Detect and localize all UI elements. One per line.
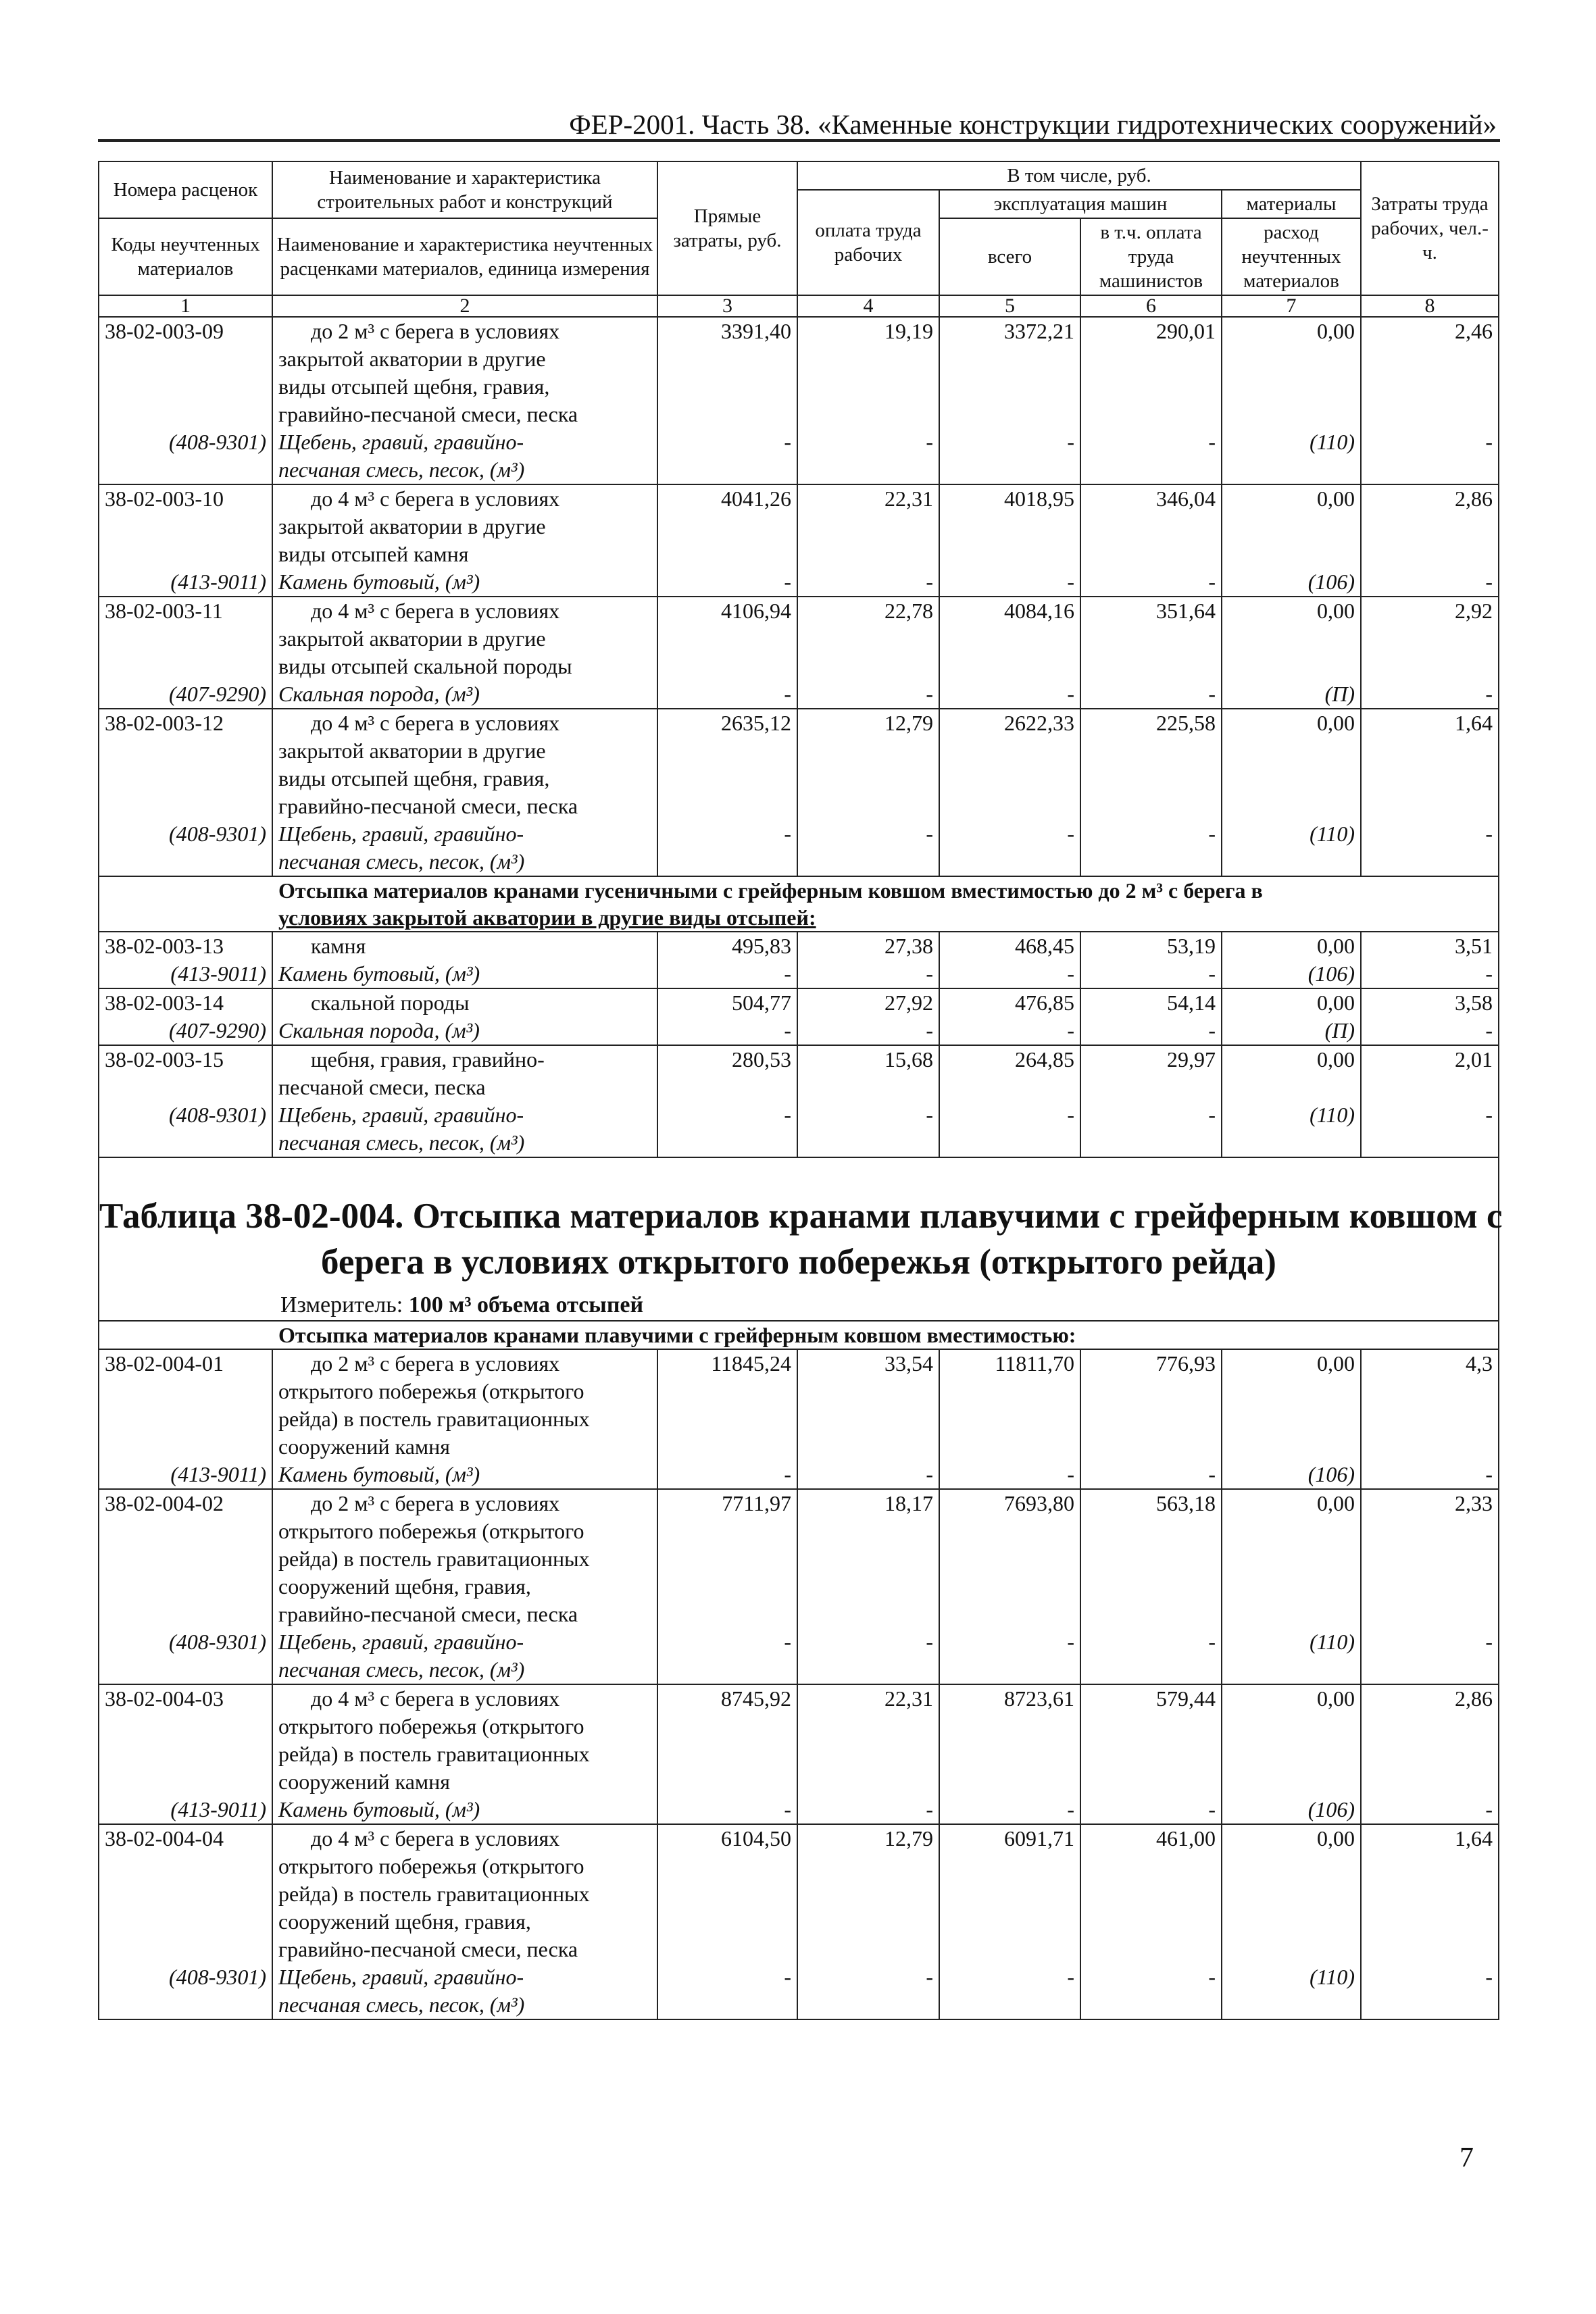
material-value: - — [939, 960, 1080, 988]
group-heading-line: Отсыпка материалов кранами плавучими с грейферным ковшом вместимостью: — [278, 1323, 1076, 1347]
rates-table — [98, 161, 1503, 2020]
material-value: - — [1080, 428, 1222, 484]
rate-description-line: открытого побережья (открытого — [278, 1379, 584, 1403]
rate-value: 0,00 — [1222, 932, 1361, 960]
material-value: - — [657, 1628, 797, 1684]
material-value: - — [1080, 1461, 1222, 1489]
material-row — [99, 680, 1499, 709]
rate-value: 2,33 — [1361, 1489, 1499, 1628]
rate-value: 290,01 — [1080, 317, 1222, 428]
table-title — [99, 1193, 1503, 1285]
material-code: (413-9011) — [99, 1461, 272, 1489]
rate-description-line: гравийно-песчаной смеси, песка — [278, 794, 578, 818]
group-heading-line: Отсыпка материалов кранами гусеничными с грейферным ковшом вместимостью до 2 м³ с берега в — [278, 878, 1263, 903]
rate-value: 0,00 — [1222, 597, 1361, 680]
rate-value: 264,85 — [939, 1045, 1080, 1101]
material-row — [99, 1461, 1499, 1489]
rate-value: 1,64 — [1361, 709, 1499, 820]
material-value: - — [657, 1461, 797, 1489]
rate-description-line: до 4 м³ с берега в условиях — [311, 1826, 560, 1851]
material-value: - — [657, 960, 797, 988]
material-row — [99, 1963, 1499, 2019]
material-description-line: Скальная порода, (м³) — [278, 682, 480, 706]
material-value: - — [1080, 960, 1222, 988]
rate-code: 38-02-003-15 — [99, 1045, 272, 1101]
rate-value: 11811,70 — [939, 1349, 1080, 1461]
group-heading — [99, 876, 1499, 932]
material-code: (413-9011) — [99, 568, 272, 597]
material-value: - — [657, 1101, 797, 1157]
material-value: - — [1361, 960, 1499, 988]
rate-description-line: гравийно-песчаной смеси, песка — [278, 402, 578, 426]
rate-description-line: камня — [311, 934, 366, 958]
rate-value: 7693,80 — [939, 1489, 1080, 1628]
rate-description — [272, 988, 657, 1017]
material-description-line: Щебень, гравий, гравийно- — [278, 1965, 524, 1989]
rate-row — [99, 317, 1499, 428]
material-row — [99, 960, 1499, 988]
rate-value: 495,83 — [657, 932, 797, 960]
rate-description — [272, 1349, 657, 1461]
column-number: 4 — [797, 295, 939, 317]
rate-value: 22,31 — [797, 484, 939, 568]
material-value: - — [657, 428, 797, 484]
rate-description-line: до 2 м³ с берега в условиях — [311, 319, 560, 343]
rate-description-line: до 4 м³ с берега в условиях — [311, 1686, 560, 1711]
rate-description-line: до 2 м³ с берега в условиях — [311, 1351, 560, 1376]
column-number: 5 — [939, 295, 1080, 317]
material-value: - — [1361, 1461, 1499, 1489]
rate-value: 6091,71 — [939, 1824, 1080, 1963]
material-description — [272, 428, 657, 484]
material-row — [99, 1101, 1499, 1157]
rate-description — [272, 597, 657, 680]
material-description-line: Скальная порода, (м³) — [278, 1018, 480, 1042]
rate-value: 19,19 — [797, 317, 939, 428]
material-description — [272, 680, 657, 709]
material-value: - — [657, 568, 797, 597]
rate-value: 12,79 — [797, 1824, 939, 1963]
material-description-line: Камень бутовый, (м³) — [278, 570, 480, 594]
rate-value: 0,00 — [1222, 988, 1361, 1017]
rate-value: 4106,94 — [657, 597, 797, 680]
col-header-including: В том числе, руб. — [797, 161, 1361, 190]
col-header-material-codes: Коды неучтенных материалов — [99, 218, 272, 295]
material-value: - — [939, 1628, 1080, 1684]
section-rows-c — [99, 1349, 1499, 2019]
material-code: (408-9301) — [99, 1101, 272, 1157]
rate-value: 476,85 — [939, 988, 1080, 1017]
rate-value: 54,14 — [1080, 988, 1222, 1017]
material-code: (407-9290) — [99, 680, 272, 709]
material-value: - — [797, 820, 939, 876]
rate-value: 0,00 — [1222, 1684, 1361, 1796]
rate-code: 38-02-003-11 — [99, 597, 272, 680]
material-value: - — [657, 1796, 797, 1824]
rate-value: 280,53 — [657, 1045, 797, 1101]
rate-value: 18,17 — [797, 1489, 939, 1628]
rate-value: 27,92 — [797, 988, 939, 1017]
rate-value: 7711,97 — [657, 1489, 797, 1628]
material-value: - — [1361, 820, 1499, 876]
group-heading — [99, 1321, 1499, 1349]
rate-description — [272, 1684, 657, 1796]
rate-row — [99, 1349, 1499, 1461]
rate-description-line: открытого побережья (открытого — [278, 1519, 584, 1543]
material-value: - — [939, 1017, 1080, 1045]
rate-code: 38-02-003-12 — [99, 709, 272, 820]
material-value: - — [1080, 568, 1222, 597]
column-number: 8 — [1361, 295, 1499, 317]
rate-value: 346,04 — [1080, 484, 1222, 568]
material-value: - — [939, 820, 1080, 876]
material-value: - — [1080, 1017, 1222, 1045]
material-code: (408-9301) — [99, 428, 272, 484]
col-header-code: Номера расценок — [99, 161, 272, 218]
rate-description-line: рейда) в постель гравитационных — [278, 1882, 590, 1906]
table-title-line: берега в условиях открытого побережья (открытого рейда) — [321, 1242, 1276, 1282]
rate-value: 0,00 — [1222, 709, 1361, 820]
column-number: 1 — [99, 295, 272, 317]
material-description — [272, 1461, 657, 1489]
material-value: - — [797, 1963, 939, 2019]
material-description — [272, 1628, 657, 1684]
material-value: (110) — [1222, 428, 1361, 484]
table2-title-cell — [99, 1157, 1503, 1321]
rate-description-line: песчаной смеси, песка — [278, 1075, 486, 1099]
material-description — [272, 1963, 657, 2019]
rate-value: 2635,12 — [657, 709, 797, 820]
rate-value: 3372,21 — [939, 317, 1080, 428]
rate-value: 3391,40 — [657, 317, 797, 428]
material-description-line: песчаная смесь, песок, (м³) — [278, 1657, 525, 1682]
material-value: - — [657, 680, 797, 709]
rate-description — [272, 932, 657, 960]
rate-value: 2,92 — [1361, 597, 1499, 680]
material-value: - — [1361, 428, 1499, 484]
rate-code: 38-02-004-01 — [99, 1349, 272, 1461]
rate-description-line: закрытой акватории в другие — [278, 347, 546, 371]
material-value: (106) — [1222, 1461, 1361, 1489]
material-value: - — [1361, 568, 1499, 597]
section-rows-b — [99, 932, 1499, 1157]
material-description-line: Щебень, гравий, гравийно- — [278, 1103, 524, 1127]
material-row — [99, 1628, 1499, 1684]
column-number: 7 — [1222, 295, 1361, 317]
rate-description-line: сооружений камня — [278, 1769, 450, 1794]
rate-row — [99, 988, 1499, 1017]
col-header-material-use: расход неучтенных материалов — [1222, 218, 1361, 295]
rate-description — [272, 1045, 657, 1101]
rate-value: 2,86 — [1361, 484, 1499, 568]
group-heading-a — [99, 876, 1499, 932]
material-value: - — [1361, 1628, 1499, 1684]
material-description — [272, 1017, 657, 1045]
material-value: - — [797, 568, 939, 597]
material-description-line: Щебень, гравий, гравийно- — [278, 430, 524, 454]
rate-description-line: рейда) в постель гравитационных — [278, 1407, 590, 1431]
rate-description — [272, 1489, 657, 1628]
material-value: (П) — [1222, 1017, 1361, 1045]
rate-row — [99, 484, 1499, 568]
rate-value: 12,79 — [797, 709, 939, 820]
material-description-line: песчаная смесь, песок, (м³) — [278, 1130, 525, 1155]
material-value: - — [1080, 1796, 1222, 1824]
material-description-line: Щебень, гравий, гравийно- — [278, 822, 524, 846]
material-value: - — [939, 1796, 1080, 1824]
material-value: - — [797, 1628, 939, 1684]
table-title-line: Таблица 38-02-004. Отсыпка материалов кранами плавучими с грейферным ковшом с — [99, 1197, 1503, 1236]
rate-code: 38-02-004-02 — [99, 1489, 272, 1628]
rate-description-line: до 2 м³ с берега в условиях — [311, 1491, 560, 1515]
rate-value: 4084,16 — [939, 597, 1080, 680]
rate-description-line: виды отсыпей скальной породы — [278, 654, 572, 678]
material-value: - — [797, 1796, 939, 1824]
rate-code: 38-02-003-14 — [99, 988, 272, 1017]
column-number-row — [99, 295, 1499, 317]
material-row — [99, 428, 1499, 484]
rate-description — [272, 1824, 657, 1963]
rate-description-line: щебня, гравия, гравийно- — [311, 1047, 545, 1072]
material-value: (П) — [1222, 680, 1361, 709]
material-code: (407-9290) — [99, 1017, 272, 1045]
material-description-line: песчаная смесь, песок, (м³) — [278, 849, 525, 874]
table2-heading — [99, 1157, 1503, 1349]
material-value: - — [1361, 1017, 1499, 1045]
rate-description — [272, 317, 657, 428]
rate-value: 2,01 — [1361, 1045, 1499, 1101]
rate-description-line: до 4 м³ с берега в условиях — [311, 711, 560, 735]
material-description-line: Камень бутовый, (м³) — [278, 961, 480, 986]
rate-description-line: рейда) в постель гравитационных — [278, 1742, 590, 1766]
material-value: (110) — [1222, 1101, 1361, 1157]
column-number: 3 — [657, 295, 797, 317]
rate-description — [272, 484, 657, 568]
rate-value: 776,93 — [1080, 1349, 1222, 1461]
rate-value: 0,00 — [1222, 1824, 1361, 1963]
rate-value: 0,00 — [1222, 1489, 1361, 1628]
rate-value: 1,64 — [1361, 1824, 1499, 1963]
rate-value: 8745,92 — [657, 1684, 797, 1796]
material-value: - — [797, 428, 939, 484]
rate-value: 579,44 — [1080, 1684, 1222, 1796]
material-value: - — [1361, 1101, 1499, 1157]
material-description-line: Камень бутовый, (м³) — [278, 1462, 480, 1486]
material-description-line: песчаная смесь, песок, (м³) — [278, 457, 525, 482]
material-code: (408-9301) — [99, 820, 272, 876]
rate-value: 2,86 — [1361, 1684, 1499, 1796]
material-description — [272, 1796, 657, 1824]
page-number: 7 — [1460, 2142, 1474, 2173]
material-value: - — [1361, 1796, 1499, 1824]
rate-value: 0,00 — [1222, 1045, 1361, 1101]
rate-description-line: сооружений камня — [278, 1434, 450, 1459]
header-rule — [98, 139, 1500, 142]
material-description-line: Щебень, гравий, гравийно- — [278, 1630, 524, 1654]
material-description-line: Камень бутовый, (м³) — [278, 1797, 480, 1821]
material-code: (408-9301) — [99, 1628, 272, 1684]
material-value: (106) — [1222, 568, 1361, 597]
rate-description-line: до 4 м³ с берега в условиях — [311, 486, 560, 511]
rate-value: 33,54 — [797, 1349, 939, 1461]
col-header-machines: эксплуатация машин — [939, 190, 1222, 218]
col-header-machines-total: всего — [939, 218, 1080, 295]
rate-code: 38-02-004-04 — [99, 1824, 272, 1963]
rate-description-line: скальной породы — [311, 990, 470, 1015]
column-number: 2 — [272, 295, 657, 317]
rate-value: 22,31 — [797, 1684, 939, 1796]
rate-value: 0,00 — [1222, 484, 1361, 568]
material-value: (110) — [1222, 820, 1361, 876]
rate-value: 53,19 — [1080, 932, 1222, 960]
material-value: - — [939, 1963, 1080, 2019]
material-value: - — [797, 960, 939, 988]
material-value: - — [797, 1461, 939, 1489]
rate-description-line: рейда) в постель гравитационных — [278, 1546, 590, 1571]
rate-value: 8723,61 — [939, 1684, 1080, 1796]
material-value: (106) — [1222, 1796, 1361, 1824]
rate-description-line: гравийно-песчаной смеси, песка — [278, 1937, 578, 1961]
rate-description-line: закрытой акватории в другие — [278, 738, 546, 763]
material-value: - — [797, 1101, 939, 1157]
rate-value: 461,00 — [1080, 1824, 1222, 1963]
rate-value: 2622,33 — [939, 709, 1080, 820]
rate-description — [272, 709, 657, 820]
rate-value: 4018,95 — [939, 484, 1080, 568]
rate-code: 38-02-003-10 — [99, 484, 272, 568]
material-value: (110) — [1222, 1963, 1361, 2019]
material-value: - — [939, 1101, 1080, 1157]
material-value: (106) — [1222, 960, 1361, 988]
material-value: - — [657, 1017, 797, 1045]
rate-code: 38-02-004-03 — [99, 1684, 272, 1796]
meter-line — [99, 1290, 1498, 1320]
meter-label: Измеритель: — [280, 1292, 403, 1317]
column-number: 6 — [1080, 295, 1222, 317]
rate-value: 2,46 — [1361, 317, 1499, 428]
material-value: - — [1080, 680, 1222, 709]
material-value: - — [939, 1461, 1080, 1489]
material-value: - — [657, 820, 797, 876]
rate-value: 22,78 — [797, 597, 939, 680]
material-row — [99, 820, 1499, 876]
rate-row — [99, 597, 1499, 680]
col-header-operator-wages: в т.ч. оплата труда машинистов — [1080, 218, 1222, 295]
rate-value: 4041,26 — [657, 484, 797, 568]
col-header-name: Наименование и характеристика строительных работ и конструкций — [272, 161, 657, 218]
rate-value: 225,58 — [1080, 709, 1222, 820]
rate-value: 0,00 — [1222, 1349, 1361, 1461]
material-description — [272, 568, 657, 597]
material-row — [99, 1796, 1499, 1824]
rate-row — [99, 1045, 1499, 1101]
material-code: (413-9011) — [99, 960, 272, 988]
rate-row — [99, 1489, 1499, 1628]
material-value: - — [1361, 1963, 1499, 2019]
material-description — [272, 820, 657, 876]
rate-value: 4,3 — [1361, 1349, 1499, 1461]
col-header-direct-cost: Прямые затраты, руб. — [657, 161, 797, 295]
rate-value: 29,97 — [1080, 1045, 1222, 1101]
rate-value: 0,00 — [1222, 317, 1361, 428]
rate-value: 563,18 — [1080, 1489, 1222, 1628]
rate-value: 3,58 — [1361, 988, 1499, 1017]
group-heading-line: условиях закрытой акватории в другие виды отсыпей: — [278, 905, 816, 930]
col-header-materials: материалы — [1222, 190, 1361, 218]
rate-row — [99, 932, 1499, 960]
rate-value: 504,77 — [657, 988, 797, 1017]
material-value: - — [1080, 1101, 1222, 1157]
material-value: - — [1080, 820, 1222, 876]
rate-value: 15,68 — [797, 1045, 939, 1101]
rate-description-line: сооружений щебня, гравия, — [278, 1909, 531, 1934]
material-code: (408-9301) — [99, 1963, 272, 2019]
rate-code: 38-02-003-13 — [99, 932, 272, 960]
material-description — [272, 1101, 657, 1157]
col-header-material-names: Наименование и характеристика неучтенных расценками материалов, единица измерения — [272, 218, 657, 295]
material-value: - — [1080, 1628, 1222, 1684]
rate-code: 38-02-003-09 — [99, 317, 272, 428]
material-value: - — [939, 428, 1080, 484]
rate-description-line: открытого побережья (открытого — [278, 1854, 584, 1878]
rate-value: 351,64 — [1080, 597, 1222, 680]
rate-description-line: открытого побережья (открытого — [278, 1714, 584, 1738]
rate-description-line: закрытой акватории в другие — [278, 626, 546, 651]
material-value: - — [939, 680, 1080, 709]
material-value: (110) — [1222, 1628, 1361, 1684]
rate-row — [99, 1824, 1499, 1963]
rate-row — [99, 709, 1499, 820]
rate-value: 27,38 — [797, 932, 939, 960]
rate-description-line: закрытой акватории в другие — [278, 514, 546, 538]
material-value: - — [797, 680, 939, 709]
rate-row — [99, 1684, 1499, 1796]
material-row — [99, 568, 1499, 597]
material-value: - — [939, 568, 1080, 597]
rate-value: 468,45 — [939, 932, 1080, 960]
rate-value: 6104,50 — [657, 1824, 797, 1963]
material-value: - — [1080, 1963, 1222, 2019]
meter-value: 100 м³ объема отсыпей — [408, 1292, 644, 1317]
material-value: - — [657, 1963, 797, 2019]
material-value: - — [797, 1017, 939, 1045]
rate-description-line: виды отсыпей щебня, гравия, — [278, 374, 550, 399]
running-header: ФЕР-2001. Часть 38. «Каменные конструкции гидротехнических сооружений» — [569, 109, 1497, 140]
material-value: - — [1361, 680, 1499, 709]
rate-description-line: виды отсыпей щебня, гравия, — [278, 766, 550, 790]
rate-value: 11845,24 — [657, 1349, 797, 1461]
material-description-line: песчаная смесь, песок, (м³) — [278, 1992, 525, 2017]
rate-description-line: сооружений щебня, гравия, — [278, 1574, 531, 1599]
material-description — [272, 960, 657, 988]
material-code: (413-9011) — [99, 1796, 272, 1824]
rate-description-line: до 4 м³ с берега в условиях — [311, 599, 560, 623]
rate-value: 3,51 — [1361, 932, 1499, 960]
section-rows-a — [99, 317, 1499, 876]
rate-description-line: гравийно-песчаной смеси, песка — [278, 1602, 578, 1626]
col-header-labor: Затраты труда рабочих, чел.-ч. — [1361, 161, 1499, 295]
material-row — [99, 1017, 1499, 1045]
col-header-wages: оплата труда рабочих — [797, 190, 939, 295]
rate-description-line: виды отсыпей камня — [278, 542, 469, 566]
